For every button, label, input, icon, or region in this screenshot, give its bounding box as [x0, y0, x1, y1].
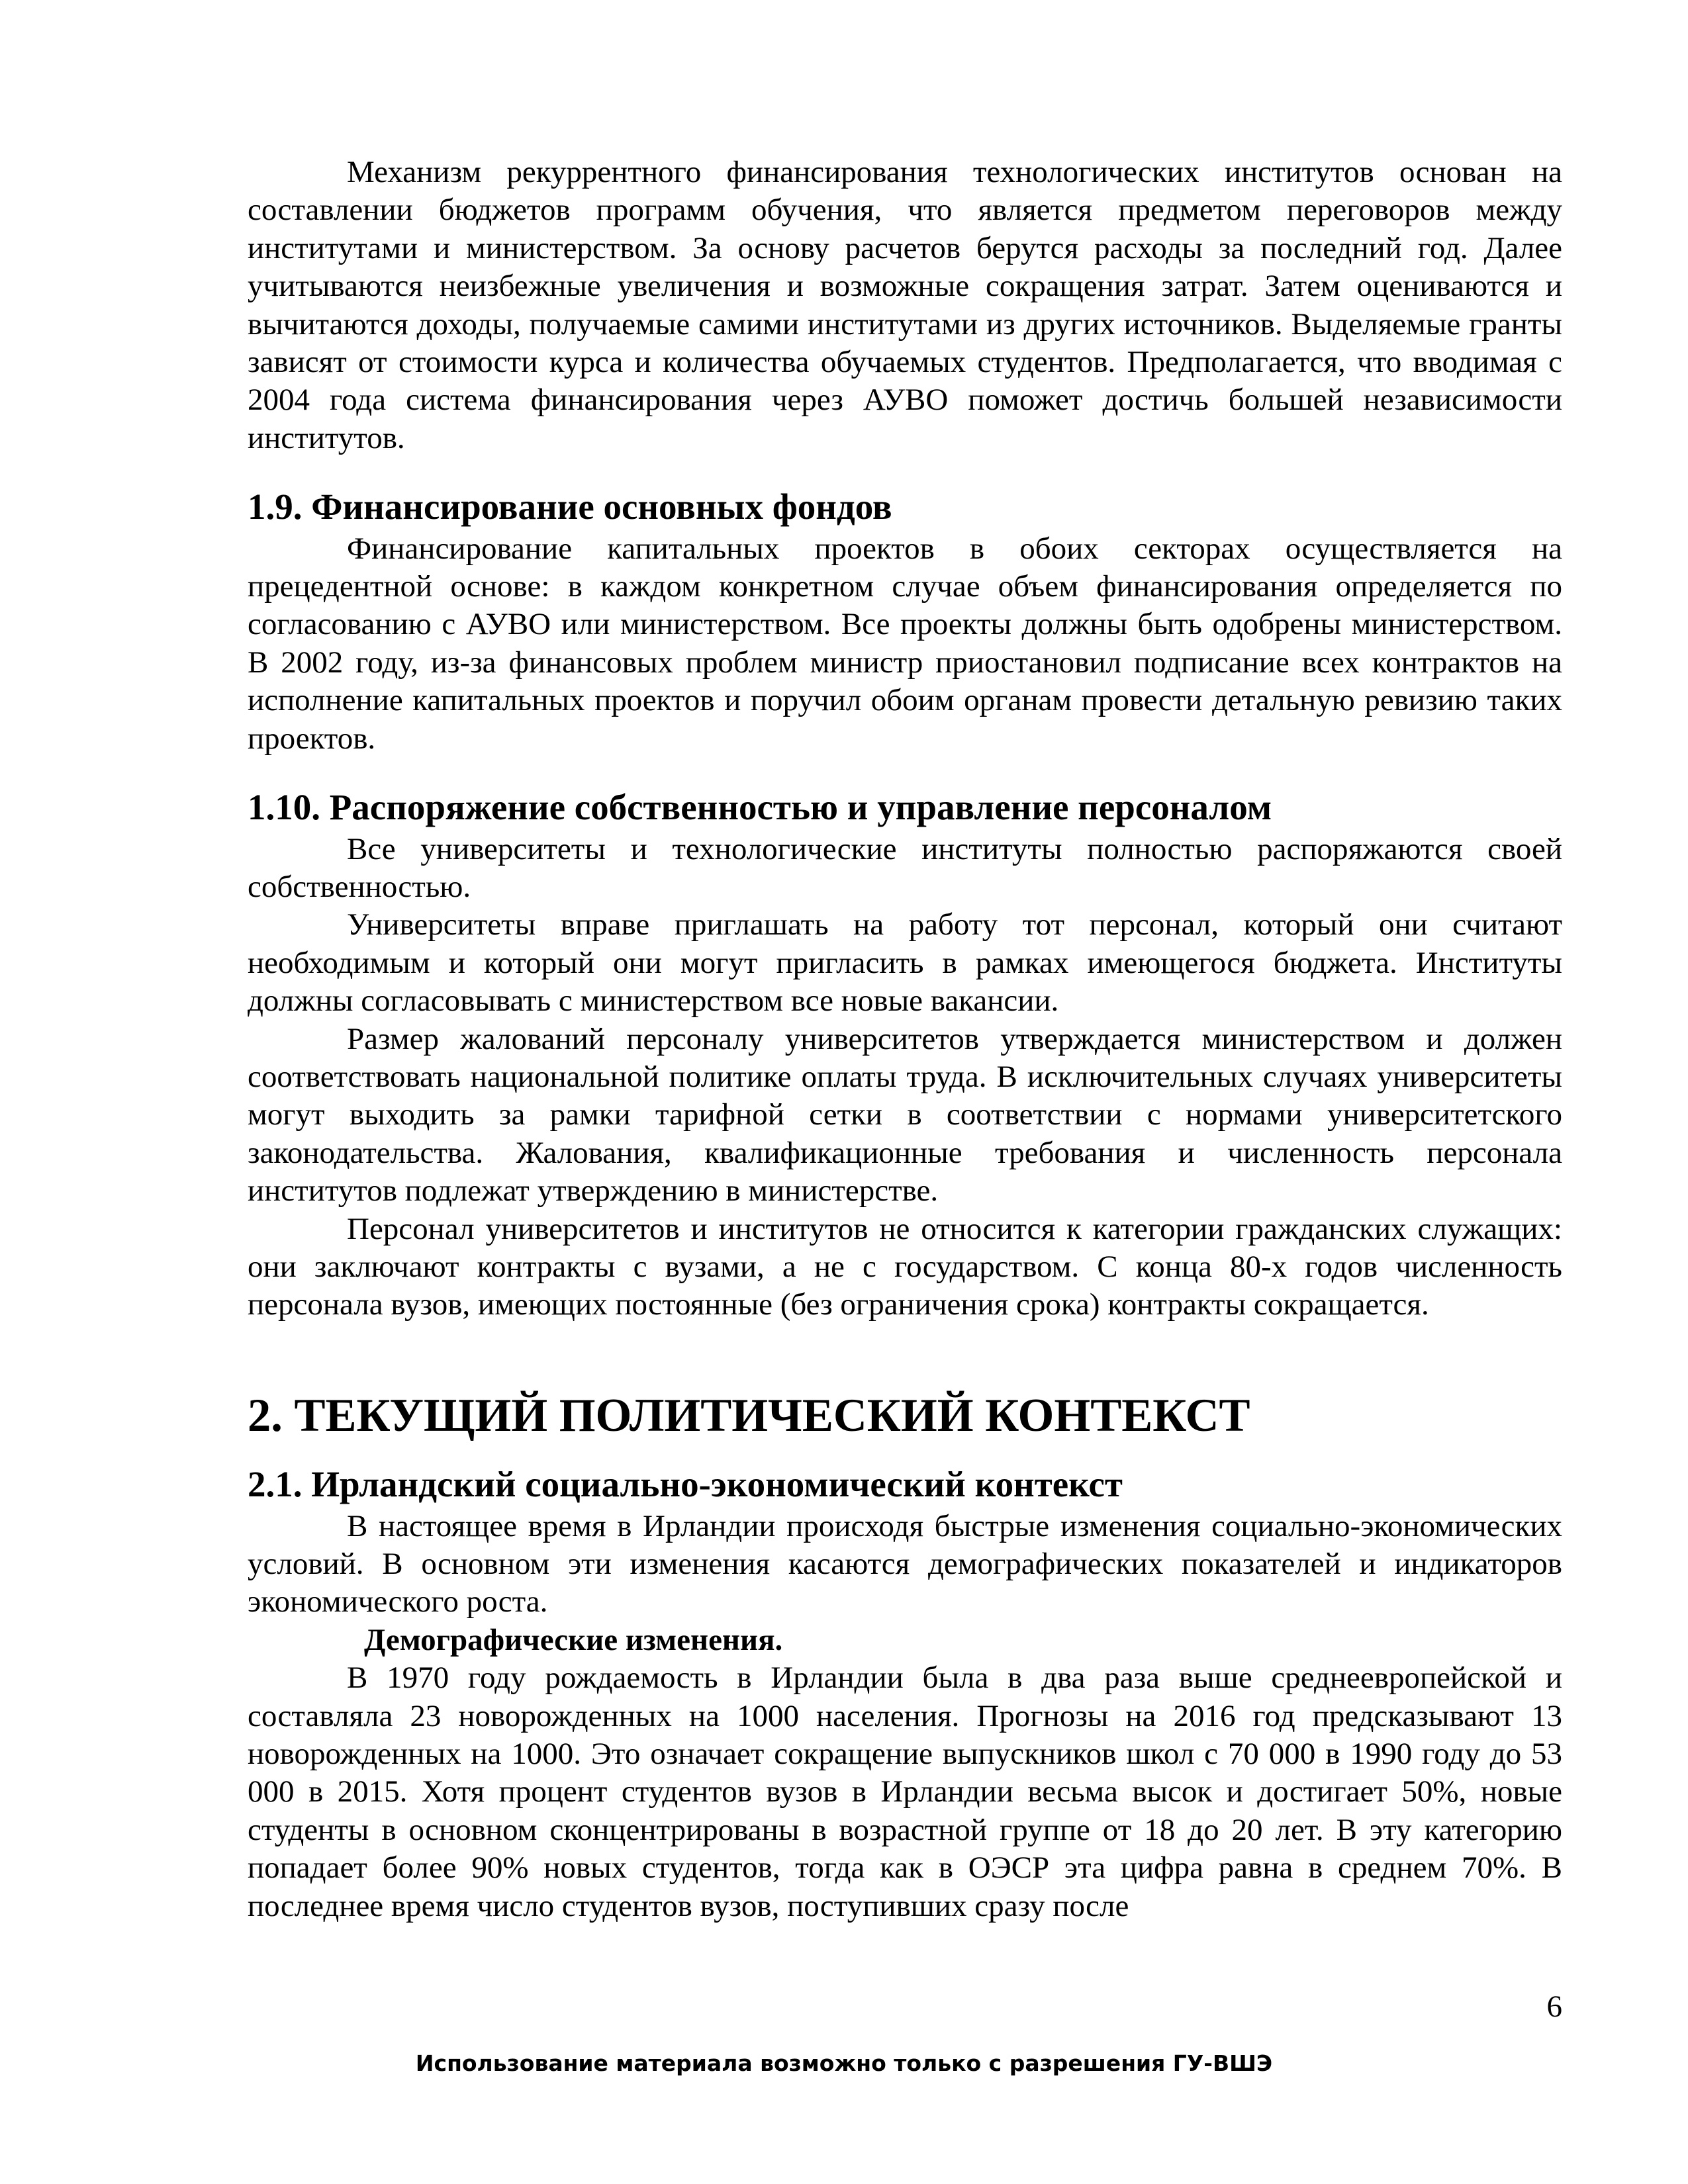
heading-1-9: 1.9. Финансирование основных фондов [248, 486, 892, 527]
paragraph-birthrate: В 1970 году рождаемость в Ирландии была в два раза выше среднеевропейской и составляла 23 новорожденных на 1000 населения. Прогнозы на 2016 год предсказывают 13 новорожденных на 1000. Это означает сокращение выпускников школ с 70 000 в 1990 году до 53 000 в 2015. Хотя процент студентов вузов в Ирландии весьма высок и достигает 50%, новые студенты в основном сконцентрированы в возрастной группе от 18 до 20 лет. В эту категорию попадает более 90% новых студентов, тогда как в ОЭСР эта цифра равна в среднем 70%. В последнее время число студентов вузов, поступивших сразу после [248, 1661, 1562, 1923]
paragraph-staff-status: Персонал университетов и институтов не относится к категории гражданских служащих: они заключают контракты с вузами, а не с государством. С конца 80-х годов численность персонала вузов, имеющих постоянные (без ограничения срока) контракты сокращается. [248, 1211, 1562, 1322]
footer-notice: Использование материала возможно только с разрешения ГУ-ВШЭ [415, 2050, 1273, 2076]
subheading-demographics: Демографические изменения. [364, 1622, 783, 1657]
heading-1-10: 1.10. Распоряжение собственностью и управление персоналом [248, 787, 1272, 828]
paragraph-socioeconomic: В настоящее время в Ирландии происходя быстрые изменения социально-экономических условий. В основном эти изменения касаются демографических показателей и индикаторов экономического роста. [248, 1508, 1562, 1619]
heading-2: 2. ТЕКУЩИЙ ПОЛИТИЧЕСКИЙ КОНТЕКСТ [248, 1389, 1250, 1441]
paragraph-salaries: Размер жалований персоналу университетов утверждается министерством и должен соответствовать национальной политике оплаты труда. В исключительных случаях университеты могут выходить за рамки тарифной сетки в соответствии с нормами университетского законодательства. Жалования, квалификационные требования и численность персонала институтов подлежат утверждению в министерстве. [248, 1021, 1562, 1208]
paragraph-capital-funding: Финансирование капитальных проектов в обоих секторах осуществляется на прецедентной основе: в каждом конкретном случае объем финансирования определяется по согласованию с АУВО или министерством. Все проекты должны быть одобрены министерством. В 2002 году, из-за финансовых проблем министр приостановил подписание всех контрактов на исполнение капитальных проектов и поручил обоим органам провести детальную ревизию таких проектов. [248, 531, 1562, 756]
page-number: 6 [1546, 1989, 1562, 2024]
paragraph-hiring: Университеты вправе приглашать на работу тот персонал, который они считают необходимым и который они могут пригласить в рамках имеющегося бюджета. Институты должны согласовывать с министерством все новые вакансии. [248, 907, 1562, 1019]
document-body [248, 154, 1562, 1925]
paragraph-property: Все университеты и технологические институты полностью распоряжаются своей собственностью. [248, 831, 1562, 904]
heading-2-1: 2.1. Ирландский социально-экономический контекст [248, 1464, 1123, 1505]
paragraph-recurrent-funding: Механизм рекуррентного финансирования технологических институтов основан на составлении бюджетов программ обучения, что является предметом переговоров между институтами и министерством. За основу расчетов берутся расходы за последний год. Далее учитываются неизбежные увеличения и возможные сокращения затрат. Затем оцениваются и вычитаются доходы, получаемые самими институтами из других источников. Выделяемые гранты зависят от стоимости курса и количества обучаемых студентов. Предполагается, что вводимая с 2004 года система финансирования через АУВО поможет достичь большей независимости институтов. [248, 155, 1562, 455]
